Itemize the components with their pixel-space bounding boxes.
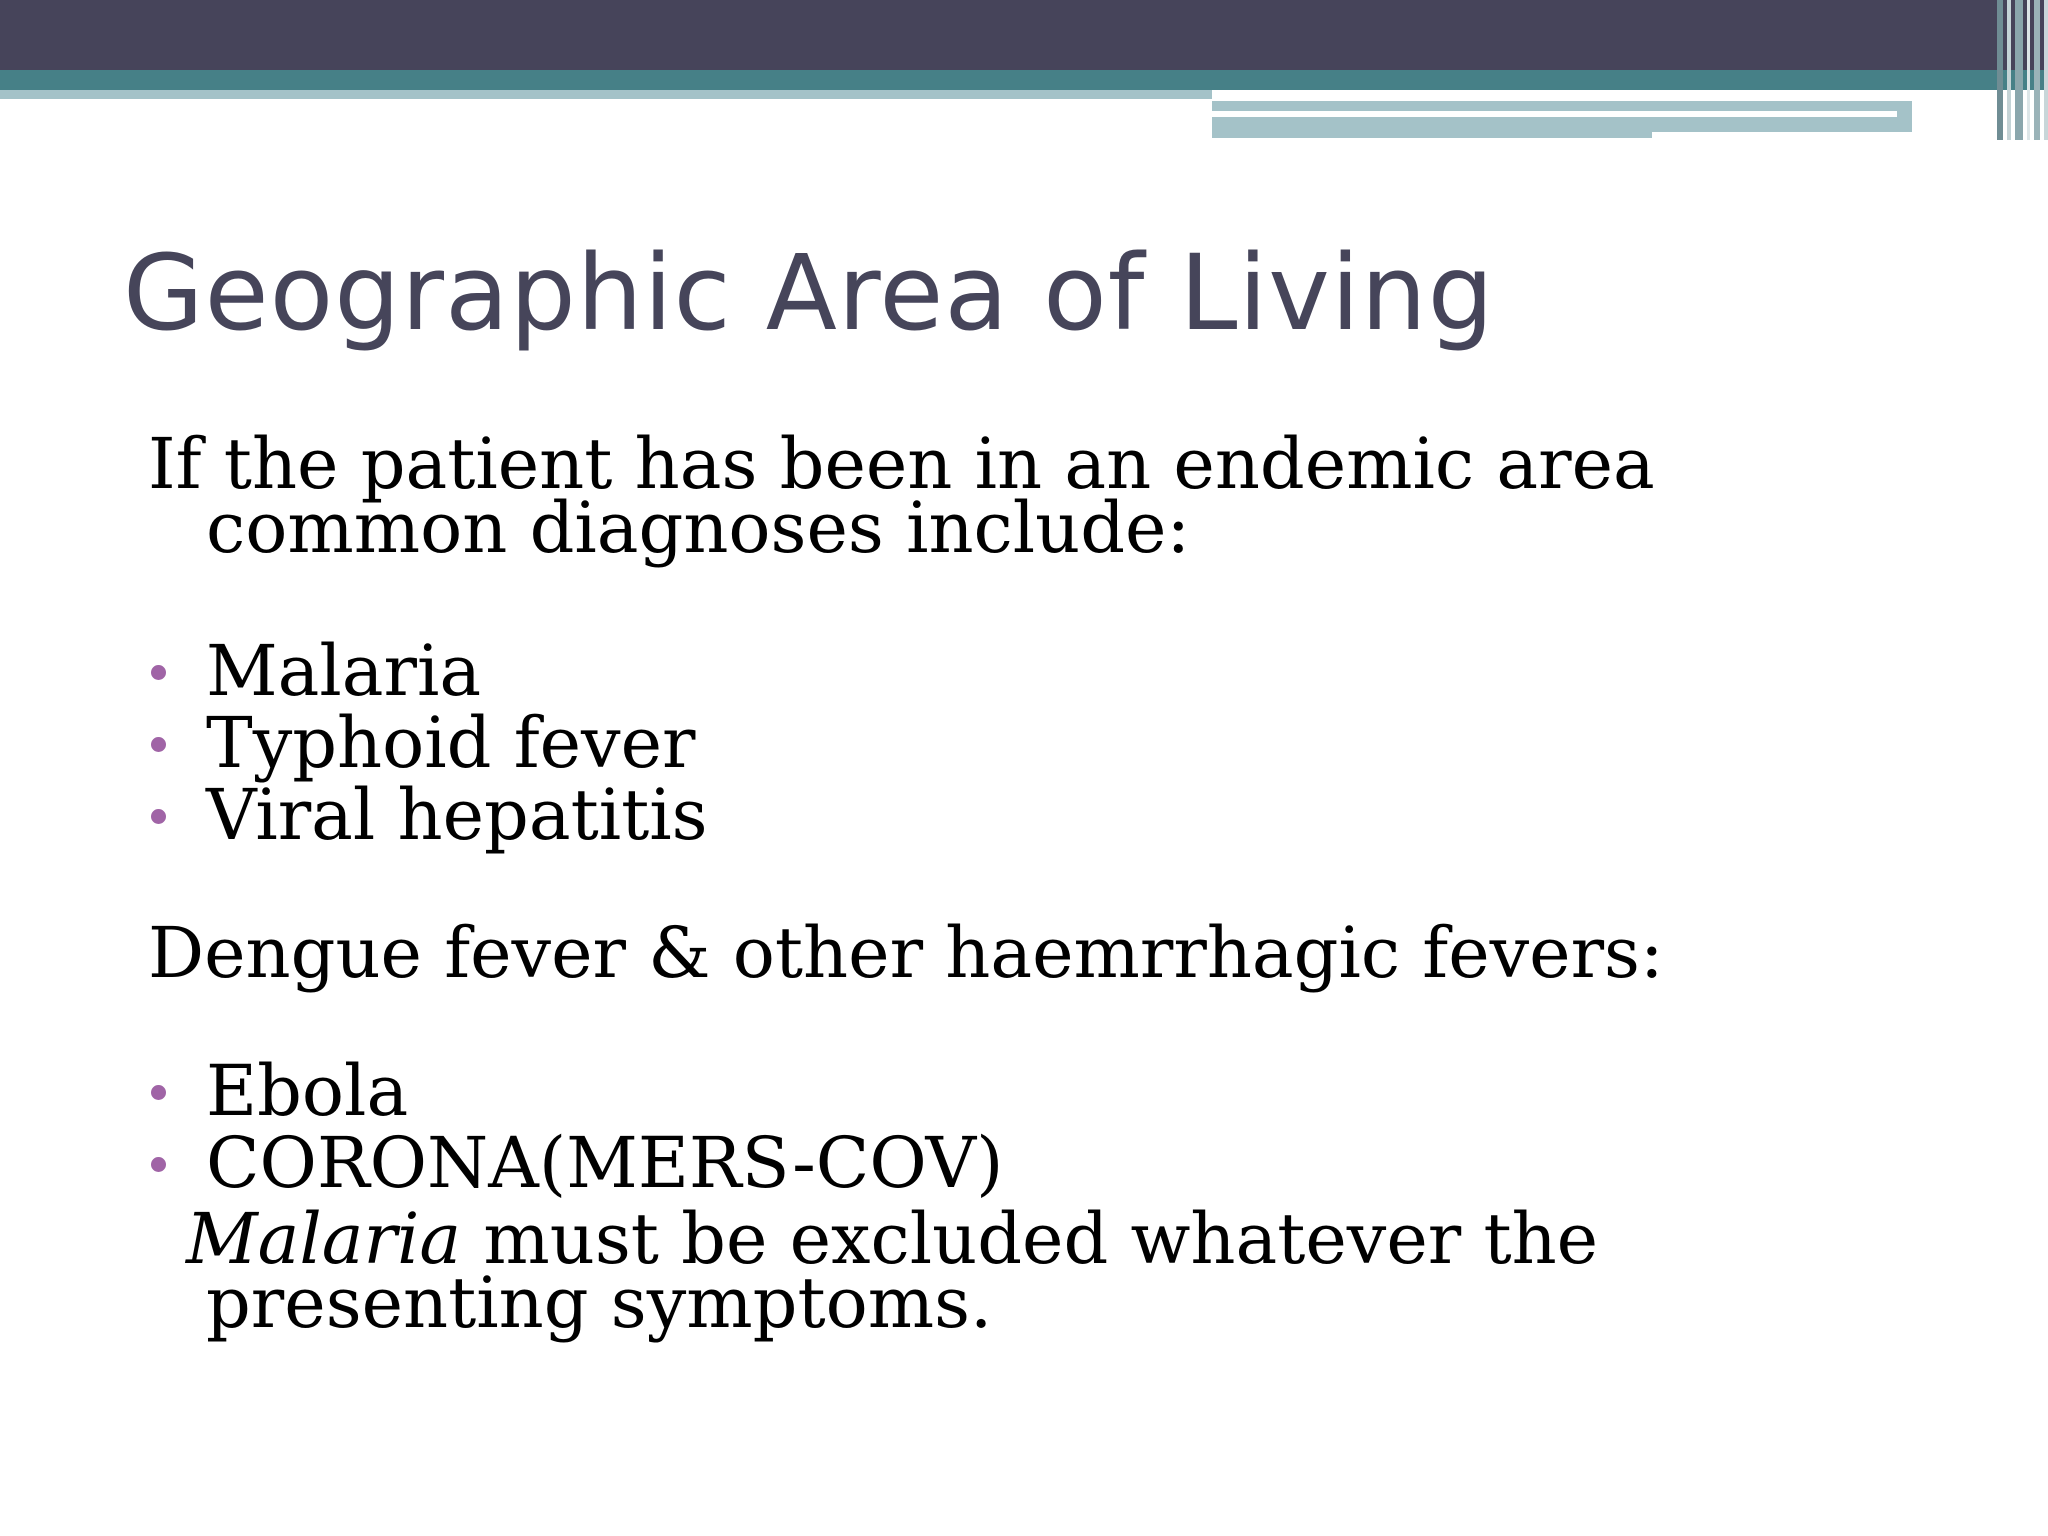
list-item xyxy=(148,702,1948,784)
intro-text: If the patient has been in an endemic area common diagnoses include: xyxy=(148,423,1655,569)
note-rest: must be excluded whatever the presenting symptoms. xyxy=(206,1198,1599,1344)
fevers-list xyxy=(148,1050,1948,1204)
header-white-line xyxy=(1212,111,1897,117)
bullet-icon xyxy=(151,1157,166,1172)
bullet-icon xyxy=(151,809,166,824)
list-item-label: Viral hepatitis xyxy=(206,774,708,856)
header-band-teal xyxy=(0,70,2048,90)
note-italic: Malaria xyxy=(186,1198,462,1280)
bullet-icon xyxy=(151,737,166,752)
header-stripes xyxy=(1978,0,2048,140)
list-item xyxy=(148,1050,1948,1132)
header-band-light-left xyxy=(0,90,1212,99)
list-item xyxy=(148,774,1948,856)
list-item-label: Malaria xyxy=(206,630,482,712)
list-item xyxy=(148,1122,1948,1204)
bullet-icon xyxy=(151,665,166,680)
slide-title: Geographic Area of Living xyxy=(123,232,1495,354)
malaria-note xyxy=(148,1198,1948,1344)
list-item xyxy=(148,630,1948,712)
slide-body xyxy=(148,423,1948,1344)
subheading-text: Dengue fever & other haemrrhagic fevers: xyxy=(148,912,1664,994)
list-item-label: Typhoid fever xyxy=(206,702,696,784)
diagnoses-list xyxy=(148,630,1948,856)
header-band-dark xyxy=(0,0,2048,70)
list-item-label: Ebola xyxy=(206,1050,409,1132)
bullet-icon xyxy=(151,1085,166,1100)
list-item-label: CORONA(MERS-COV) xyxy=(206,1122,1004,1204)
